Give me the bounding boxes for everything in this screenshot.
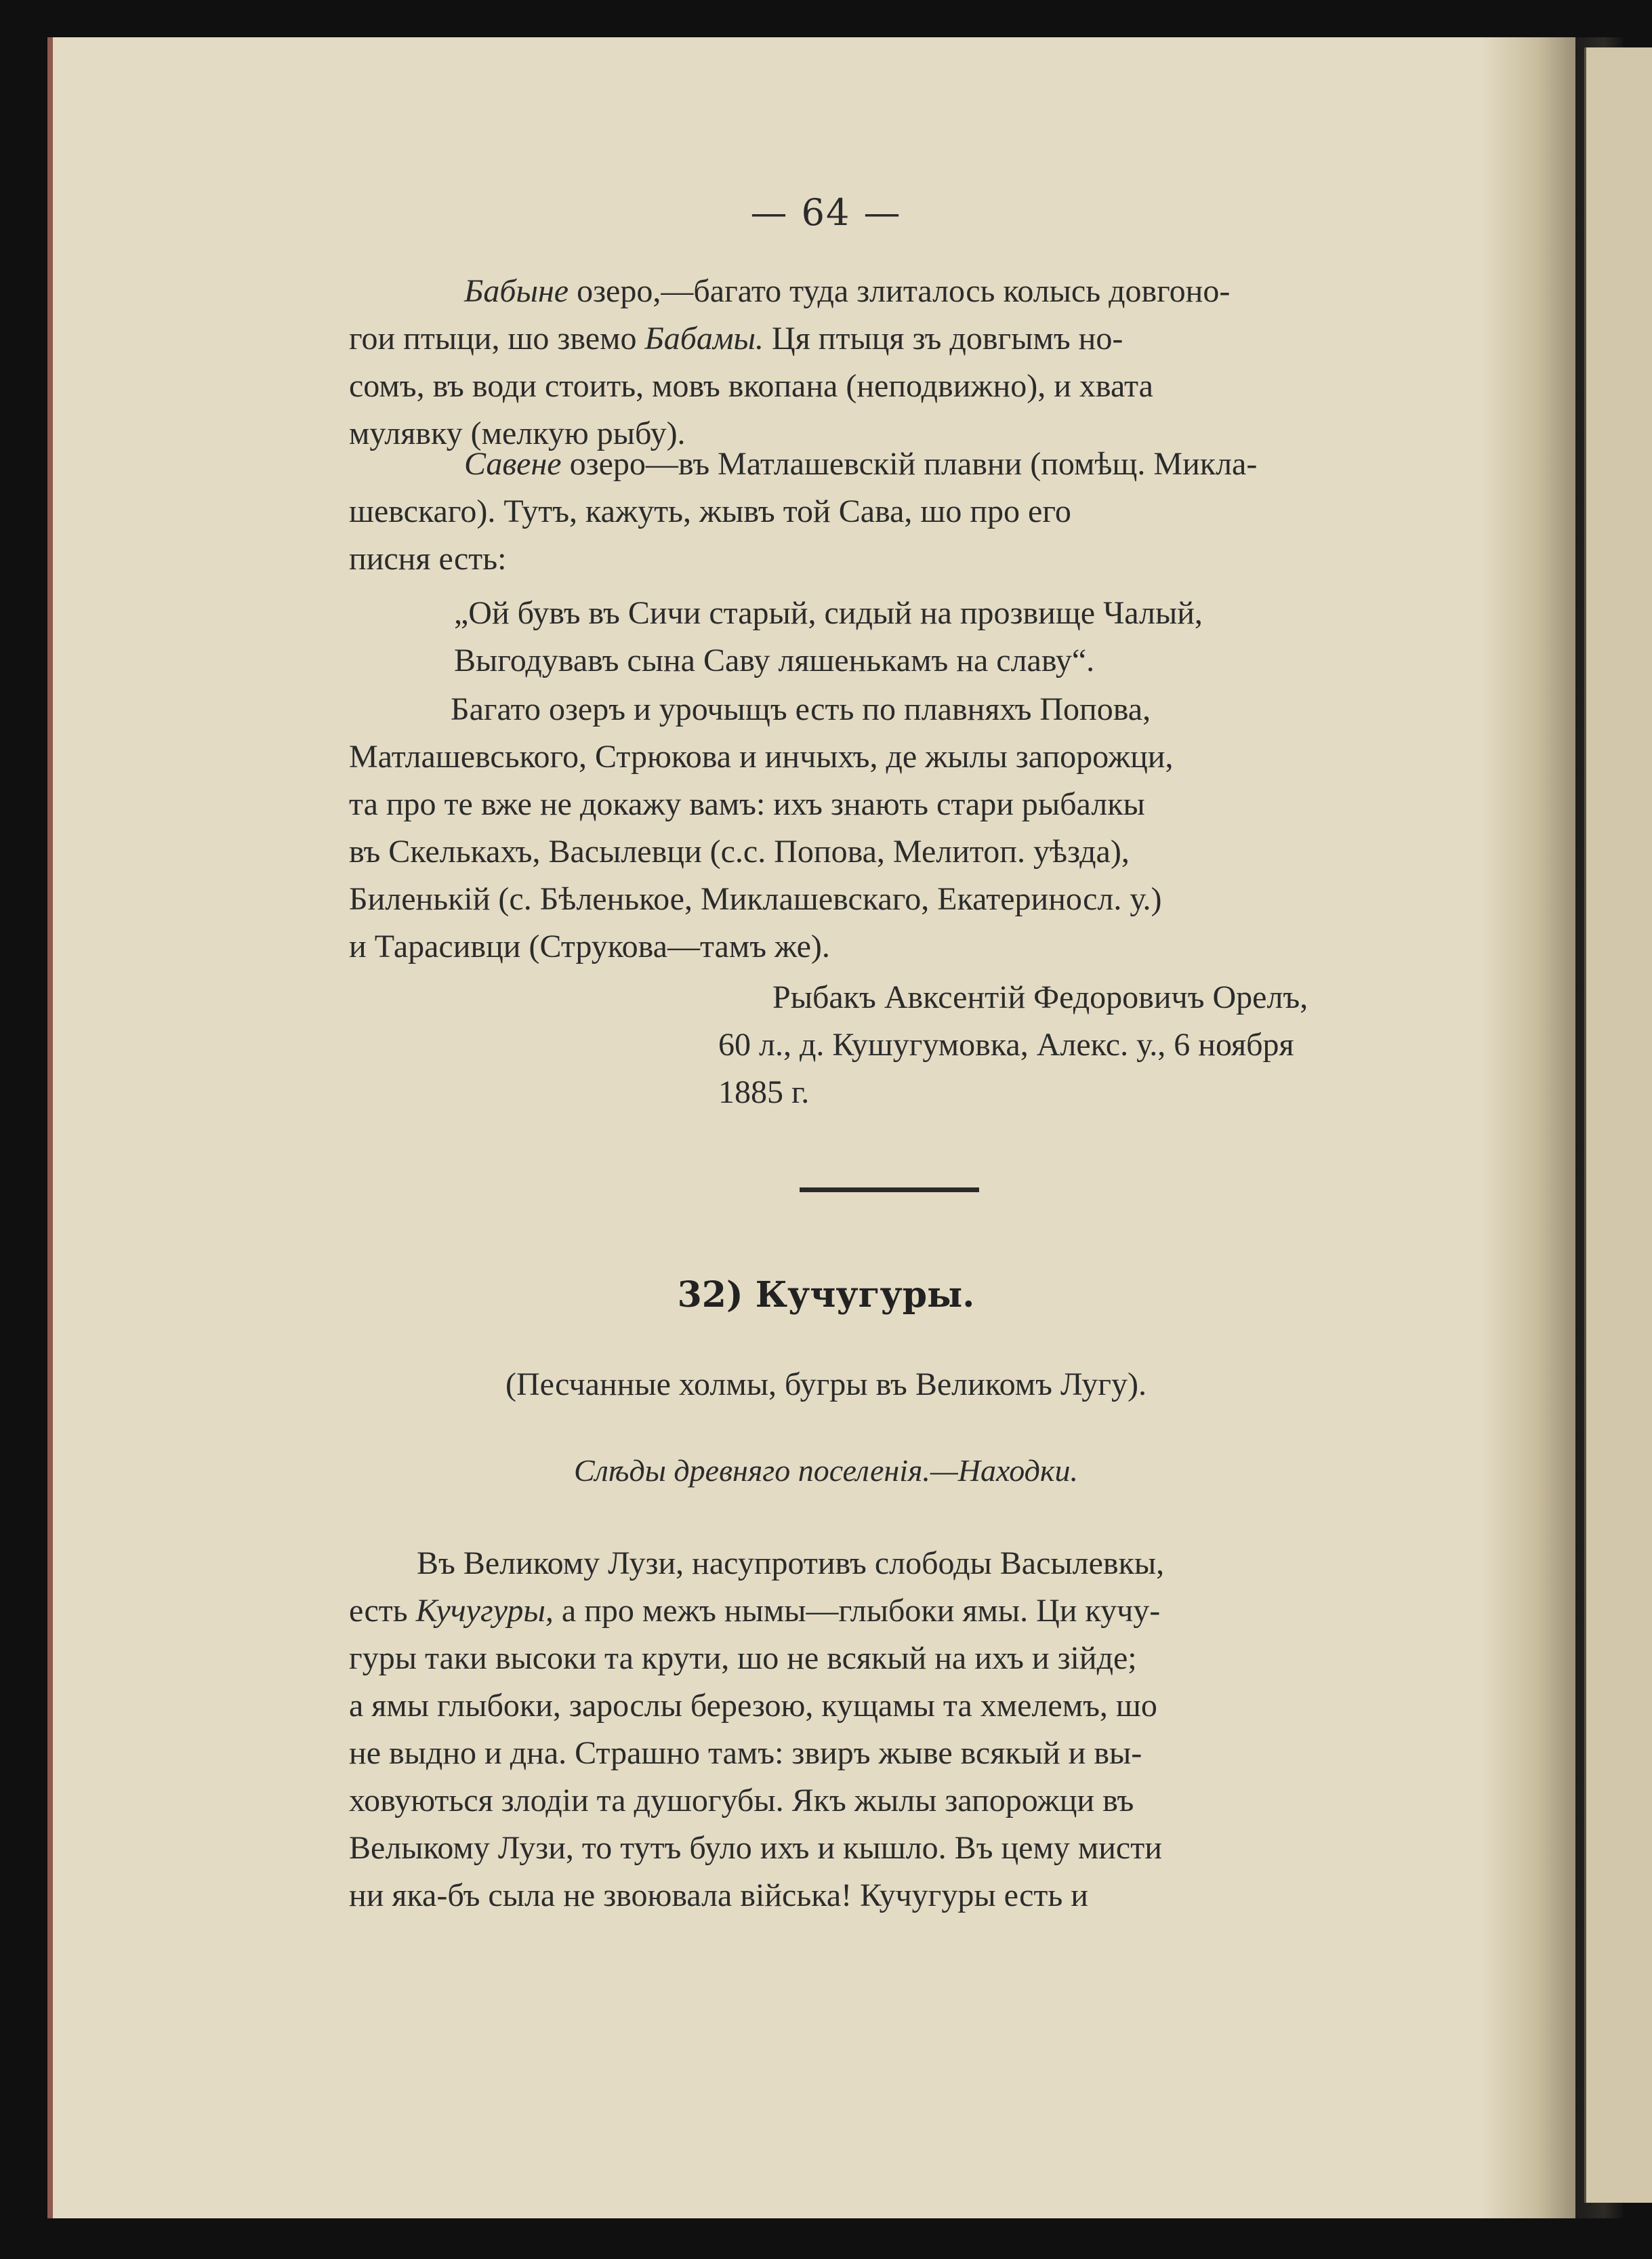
text-line: мулявку (мелкую рыбу).	[349, 415, 686, 451]
page-number: — 64 —	[750, 191, 902, 234]
text-line: гуры таки высоки та крути, шо не всякый на ихъ и зійде;	[349, 1640, 1137, 1676]
text-line: 60 л., д. Кушугумовка, Алекс. у., 6 ноября	[718, 1027, 1294, 1063]
text-line: Матлашевського, Стрюкова и инчыхъ, де жылы запорожци,	[349, 739, 1174, 775]
text-line	[349, 1587, 1440, 1635]
verse-quote	[352, 590, 1443, 685]
text-line: а ямы глыбоки, зарослы березою, кущамы та хмелемъ, шо	[349, 1688, 1157, 1724]
verse-line: „Ой бувъ въ Сичи старый, сидый на прозвище Чалый,	[454, 595, 1203, 631]
text-span: а про межъ нымы—глыбоки ямы. Ци кучу-	[553, 1593, 1161, 1629]
text-line: шевскаго). Тутъ, кажуть, жывъ той Сава, шо про его	[349, 493, 1071, 529]
italic-term: Бабамы.	[644, 321, 764, 357]
text-line: не выдно и дна. Страшно тамъ: звиръ жыве всякый и вы-	[349, 1735, 1142, 1771]
text-line	[349, 441, 1440, 488]
text-span: гои птыци, шо звемо	[349, 321, 645, 357]
text-line: сомъ, въ води стоить, мовъ вкопана (неподвижно), и хвата	[349, 368, 1153, 404]
text-line: въ Скелькахъ, Васылевци (с.с. Попова, Мелитоп. уѣзда),	[349, 834, 1130, 870]
italic-term: Савене	[464, 446, 562, 482]
paragraph-babyne	[349, 268, 1440, 457]
text-line: ни яка-бъ сыла не звоювала війська! Кучугуры есть и	[349, 1877, 1088, 1913]
verse-line: Выгодувавъ сына Саву ляшенькамъ на славу“.	[454, 643, 1095, 678]
section-heading: 32) Кучугуры.	[677, 1274, 975, 1316]
next-page-edge	[1584, 47, 1652, 2203]
italic-term: Бабыне	[464, 273, 569, 309]
informant-signature	[718, 974, 1498, 1116]
text-line: Велыкому Лузи, то тутъ було ихъ и кышло. Въ цему мисти	[349, 1830, 1162, 1866]
text-span: озеро,—багато туда злиталось колысь довгоно-	[569, 273, 1231, 309]
paragraph-lakes	[349, 686, 1440, 971]
text-line: Багато озеръ и урочыщъ есть по плавняхъ Попова,	[451, 691, 1151, 727]
text-line	[349, 268, 1440, 315]
page-gutter-shadow	[1481, 37, 1575, 2218]
text-line: и Тарасивци (Струкова—тамъ же).	[349, 929, 830, 964]
text-line: 1885 г.	[718, 1074, 810, 1110]
section-subheading-italic: Слѣды древняго поселенія.—Находки.	[574, 1453, 1078, 1488]
paragraph-kuchugury	[349, 1540, 1440, 1919]
text-span: озеро—въ Матлашевскій плавни (помѣщ. Микла-	[561, 446, 1258, 482]
paragraph-savene	[349, 441, 1440, 583]
text-line: ховуються злодіи та душогубы. Якъ жылы запорожци въ	[349, 1783, 1134, 1818]
text-line: та про те вже не докажу вамъ: ихъ знають стари рыбалкы	[349, 786, 1145, 822]
text-line: Рыбакъ Авксентій Федоровичъ Орелъ,	[772, 979, 1308, 1015]
text-line: Въ Великому Лузи, насупротивъ слободы Васылевкы,	[417, 1545, 1165, 1581]
italic-term: Кучугуры,	[415, 1593, 554, 1629]
text-line: писня есть:	[349, 541, 507, 577]
section-divider	[800, 1187, 979, 1192]
text-span: Ця птыця зъ довгымъ но-	[764, 321, 1123, 357]
text-line	[349, 315, 1440, 363]
text-span: есть	[349, 1593, 416, 1629]
section-subtitle: (Песчанные холмы, бугры въ Великомъ Лугу).	[505, 1366, 1147, 1402]
text-line: Биленькій (с. Бѣленькое, Миклашевскаго, Екатериносл. у.)	[349, 881, 1162, 917]
